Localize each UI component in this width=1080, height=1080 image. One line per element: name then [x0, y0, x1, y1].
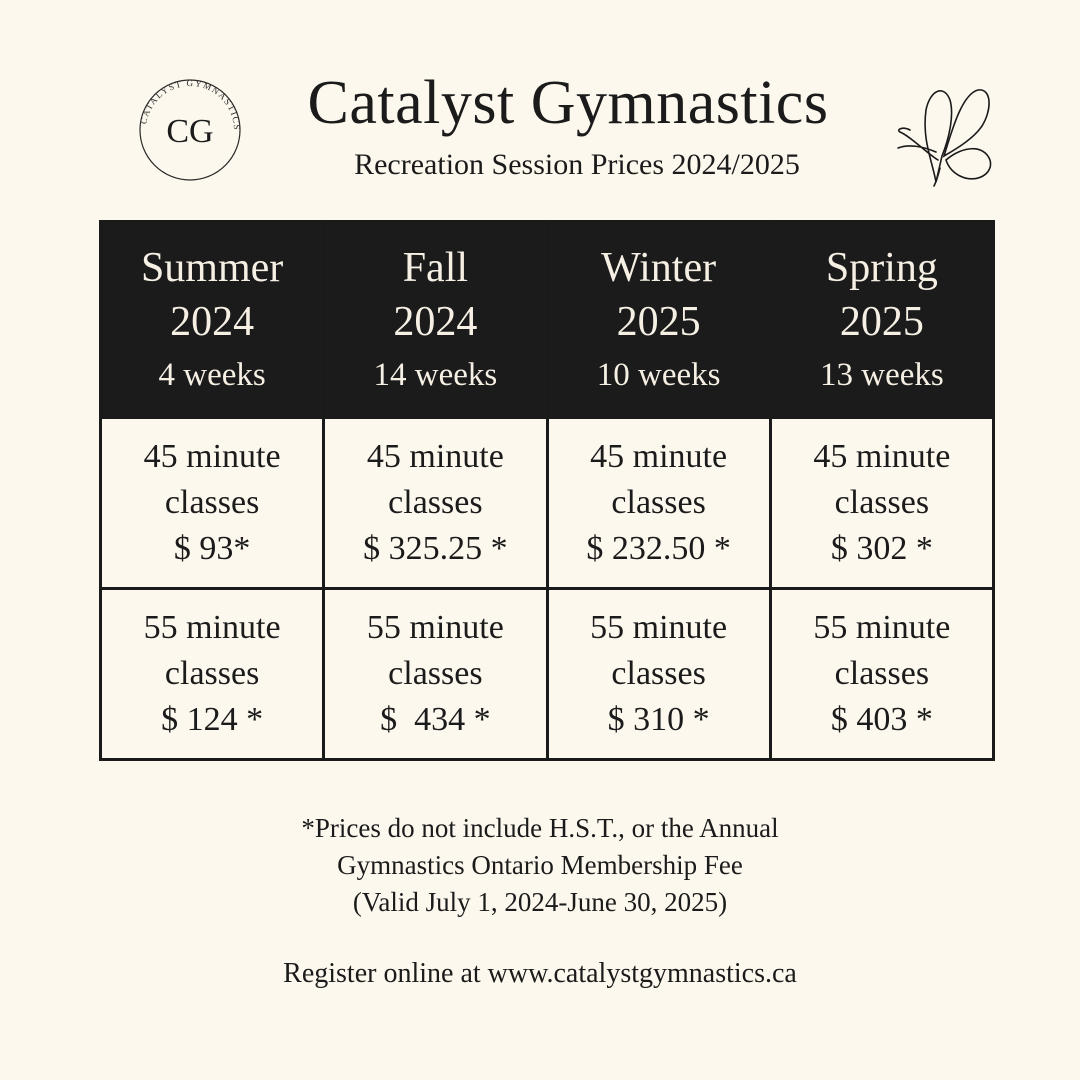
season-name: Spring — [825, 244, 938, 291]
season-year: 2025 — [616, 298, 701, 345]
class-duration: 55 minute — [813, 609, 951, 646]
logo-monogram: CG — [166, 113, 214, 150]
season-header-spring — [770, 222, 993, 418]
class-price: $ 93* — [173, 530, 251, 567]
season-name: Winter — [601, 244, 717, 291]
class-unit: classes — [388, 484, 483, 521]
class-duration: 45 minute — [590, 438, 728, 475]
price-cell — [770, 418, 993, 589]
class-unit: classes — [834, 655, 930, 692]
prices-table — [99, 220, 995, 761]
class-unit: classes — [611, 655, 706, 692]
page-title: Catalyst Gymnastics — [307, 69, 829, 137]
class-price: $ 434 * — [380, 701, 491, 738]
class-unit: classes — [164, 655, 260, 692]
register-online-text: Register online at www.catalystgymnastics.ca — [283, 958, 797, 989]
footnote-line: Gymnastics Ontario Membership Fee — [337, 850, 743, 880]
price-cell — [770, 589, 993, 760]
class-price: $ 302 * — [830, 530, 933, 567]
season-header-winter — [547, 222, 770, 418]
class-unit: classes — [834, 484, 930, 521]
season-name: Fall — [402, 244, 469, 291]
footnote-line: (Valid July 1, 2024-June 30, 2025) — [352, 887, 728, 917]
price-row-45-minute — [101, 418, 994, 589]
class-price: $ 310 * — [607, 701, 710, 738]
season-year: 2024 — [170, 298, 255, 345]
price-cell — [547, 589, 770, 760]
class-price: $ 124 * — [161, 701, 264, 738]
price-cell — [547, 418, 770, 589]
class-price: $ 325.25 * — [363, 530, 508, 567]
class-duration: 55 minute — [366, 609, 504, 646]
season-header-fall — [324, 222, 547, 418]
price-row-55-minute — [101, 589, 994, 760]
season-year: 2025 — [839, 298, 924, 345]
page-subtitle: Recreation Session Prices 2024/2025 — [354, 148, 800, 181]
price-cell — [324, 589, 547, 760]
season-year: 2024 — [393, 298, 478, 345]
class-duration: 45 minute — [813, 438, 951, 475]
class-duration: 45 minute — [366, 438, 504, 475]
season-header-summer — [101, 222, 324, 418]
season-weeks: 4 weeks — [158, 356, 266, 393]
class-duration: 55 minute — [590, 609, 728, 646]
class-unit: classes — [611, 484, 706, 521]
price-cell — [101, 589, 324, 760]
class-price: $ 403 * — [830, 701, 933, 738]
price-cell — [324, 418, 547, 589]
class-price: $ 232.50 * — [586, 530, 731, 567]
season-weeks: 14 weeks — [373, 356, 498, 393]
class-duration: 55 minute — [143, 609, 281, 646]
season-header-row — [101, 222, 994, 418]
class-unit: classes — [164, 484, 260, 521]
class-unit: classes — [388, 655, 483, 692]
price-footnote — [0, 810, 1080, 921]
class-duration: 45 minute — [143, 438, 281, 475]
footnote-line: *Prices do not include H.S.T., or the Annual — [301, 813, 779, 843]
season-name: Summer — [140, 244, 284, 291]
butterfly-icon — [892, 80, 1002, 190]
price-cell — [101, 418, 324, 589]
season-weeks: 10 weeks — [596, 356, 721, 393]
logo-ring-text: CATALYST GYMNASTICS — [138, 77, 243, 132]
season-weeks: 13 weeks — [820, 356, 944, 393]
